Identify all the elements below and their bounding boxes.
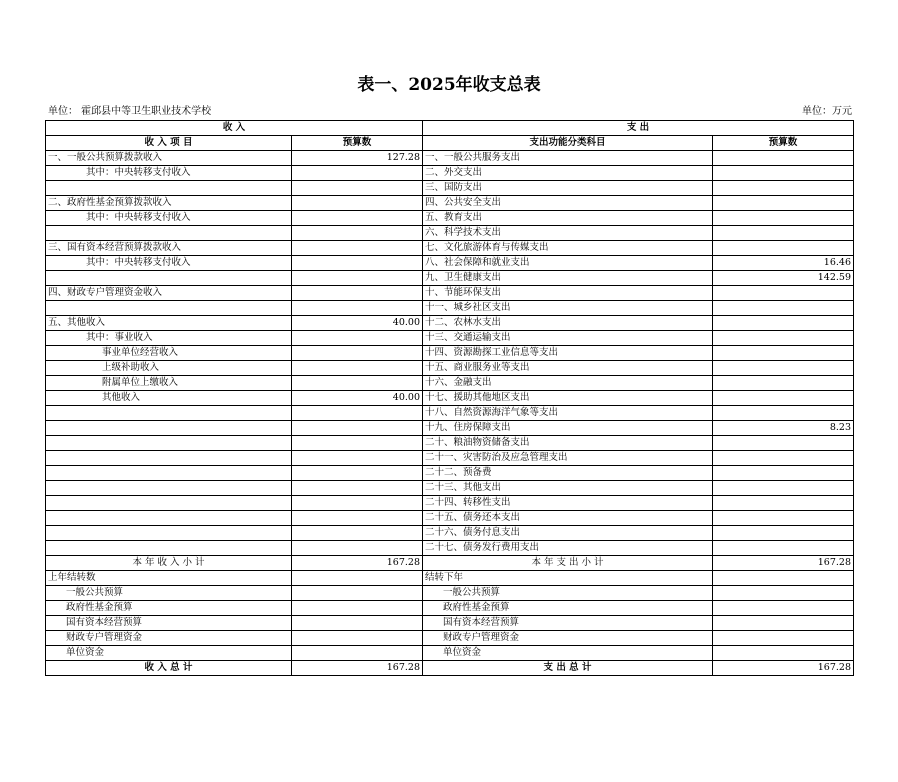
income-item-cell [46, 541, 292, 556]
expense-budget-cell [713, 361, 854, 376]
table-row [46, 421, 854, 436]
table-row [46, 511, 854, 526]
income-item-cell: 三、国有资本经营预算拨款收入 [46, 241, 292, 256]
table-row [46, 316, 854, 331]
income-item-header: 收 入 项 目 [46, 136, 292, 151]
expense-carry-cell: 结转下年 [423, 571, 713, 586]
income-budget-cell [292, 376, 423, 391]
expense-item-cell: 二十二、预备费 [423, 466, 713, 481]
income-item-cell: 其中：事业收入 [46, 331, 292, 346]
expense-item-cell: 七、文化旅游体育与传媒支出 [423, 241, 713, 256]
header-row-sections [46, 121, 854, 136]
income-budget-cell [292, 331, 423, 346]
expense-budget-cell [713, 196, 854, 211]
unit-currency: 单位：万元 [802, 106, 852, 117]
table-row [46, 331, 854, 346]
income-carry-value [292, 616, 423, 631]
income-carry-cell: 上年结转数 [46, 571, 292, 586]
expense-item-cell: 十一、城乡社区支出 [423, 301, 713, 316]
expense-budget-cell [713, 301, 854, 316]
table-row [46, 256, 854, 271]
expense-item-cell: 二十三、其他支出 [423, 481, 713, 496]
expense-item-cell: 五、教育支出 [423, 211, 713, 226]
expense-item-cell: 二十、粮油物资储备支出 [423, 436, 713, 451]
expense-item-cell: 十、节能环保支出 [423, 286, 713, 301]
expense-item-cell: 十四、资源勘探工业信息等支出 [423, 346, 713, 361]
expense-carry-value [713, 631, 854, 646]
table-row [46, 226, 854, 241]
income-budget-cell [292, 241, 423, 256]
income-item-cell [46, 496, 292, 511]
income-item-cell: 事业单位经营收入 [46, 346, 292, 361]
income-item-cell: 二、政府性基金预算拨款收入 [46, 196, 292, 211]
income-budget-cell [292, 286, 423, 301]
expense-item-cell: 二十四、转移性支出 [423, 496, 713, 511]
table-row [46, 361, 854, 376]
expense-item-cell: 二、外交支出 [423, 166, 713, 181]
expense-budget-cell [713, 316, 854, 331]
income-item-cell: 附属单位上缴收入 [46, 376, 292, 391]
income-budget-cell [292, 256, 423, 271]
income-budget-cell [292, 436, 423, 451]
expense-budget-cell [713, 241, 854, 256]
income-budget-cell [292, 526, 423, 541]
expense-budget-cell: 142.59 [713, 271, 854, 286]
income-budget-cell [292, 181, 423, 196]
expense-item-cell: 八、社会保障和就业支出 [423, 256, 713, 271]
income-carry-value [292, 601, 423, 616]
income-carry-value [292, 631, 423, 646]
total-row [46, 661, 854, 676]
expense-budget-cell [713, 376, 854, 391]
table-row [46, 181, 854, 196]
expense-item-cell: 二十六、债务付息支出 [423, 526, 713, 541]
table-row [46, 376, 854, 391]
income-budget-cell [292, 541, 423, 556]
income-subtotal-value: 167.28 [292, 556, 423, 571]
expense-budget-cell [713, 481, 854, 496]
table-row [46, 241, 854, 256]
income-budget-cell [292, 511, 423, 526]
expense-budget-cell: 8.23 [713, 421, 854, 436]
table-row [46, 451, 854, 466]
table-row [46, 271, 854, 286]
table-row [46, 526, 854, 541]
carry-row [46, 616, 854, 631]
expense-budget-cell [713, 451, 854, 466]
page-title: 表一、2025年收支总表 [357, 75, 541, 95]
expense-item-cell: 十五、商业服务业等支出 [423, 361, 713, 376]
income-budget-cell [292, 481, 423, 496]
income-budget-cell: 40.00 [292, 391, 423, 406]
carry-row [46, 631, 854, 646]
expense-subtotal-value: 167.28 [713, 556, 854, 571]
income-item-cell [46, 421, 292, 436]
expense-carry-value [713, 586, 854, 601]
expense-carry-cell: 单位资金 [423, 646, 713, 661]
income-item-cell [46, 226, 292, 241]
income-item-cell [46, 481, 292, 496]
expense-item-cell: 十三、交通运输支出 [423, 331, 713, 346]
expense-budget-cell [713, 211, 854, 226]
income-carry-cell: 财政专户管理资金 [46, 631, 292, 646]
income-item-cell: 其中：中央转移支付收入 [46, 166, 292, 181]
income-budget-cell [292, 421, 423, 436]
expense-budget-cell [713, 391, 854, 406]
income-budget-cell [292, 361, 423, 376]
income-carry-value [292, 571, 423, 586]
carry-row [46, 646, 854, 661]
income-budget-cell [292, 496, 423, 511]
income-item-cell: 其中：中央转移支付收入 [46, 256, 292, 271]
expense-budget-cell [713, 511, 854, 526]
income-subtotal-label: 本 年 收 入 小 计 [46, 556, 292, 571]
income-section-header: 收 入 [46, 121, 423, 136]
table-row [46, 211, 854, 226]
income-total-label: 收 入 总 计 [46, 661, 292, 676]
income-budget-cell [292, 226, 423, 241]
income-item-cell [46, 301, 292, 316]
expense-total-value: 167.28 [713, 661, 854, 676]
expense-item-cell: 十六、金融支出 [423, 376, 713, 391]
carry-row [46, 571, 854, 586]
expense-carry-cell: 政府性基金预算 [423, 601, 713, 616]
expense-budget-cell [713, 181, 854, 196]
expense-budget-cell [713, 436, 854, 451]
income-carry-value [292, 646, 423, 661]
expense-carry-cell: 国有资本经营预算 [423, 616, 713, 631]
table-row [46, 406, 854, 421]
income-item-cell: 其中：中央转移支付收入 [46, 211, 292, 226]
expense-item-cell: 十七、援助其他地区支出 [423, 391, 713, 406]
expense-budget-cell: 16.46 [713, 256, 854, 271]
income-budget-cell [292, 271, 423, 286]
expense-budget-cell [713, 466, 854, 481]
table-row [46, 391, 854, 406]
table-row [46, 346, 854, 361]
header-row-columns [46, 136, 854, 151]
expense-budget-cell [713, 346, 854, 361]
income-budget-header: 预算数 [292, 136, 423, 151]
income-budget-cell: 127.28 [292, 151, 423, 166]
expense-budget-header: 预算数 [713, 136, 854, 151]
table-row [46, 496, 854, 511]
income-budget-cell [292, 451, 423, 466]
expense-total-label: 支 出 总 计 [423, 661, 713, 676]
income-total-value: 167.28 [292, 661, 423, 676]
income-item-cell [46, 511, 292, 526]
expense-carry-value [713, 646, 854, 661]
income-item-cell: 五、其他收入 [46, 316, 292, 331]
expense-budget-cell [713, 151, 854, 166]
expense-item-cell: 十九、住房保障支出 [423, 421, 713, 436]
expense-item-header: 支出功能分类科目 [423, 136, 713, 151]
expense-budget-cell [713, 406, 854, 421]
income-item-cell: 一、一般公共预算拨款收入 [46, 151, 292, 166]
expense-item-cell: 六、科学技术支出 [423, 226, 713, 241]
income-carry-cell: 政府性基金预算 [46, 601, 292, 616]
income-item-cell [46, 466, 292, 481]
expense-carry-cell: 财政专户管理资金 [423, 631, 713, 646]
income-carry-cell: 国有资本经营预算 [46, 616, 292, 631]
subtotal-row [46, 556, 854, 571]
expense-budget-cell [713, 541, 854, 556]
expense-item-cell: 九、卫生健康支出 [423, 271, 713, 286]
expense-budget-cell [713, 526, 854, 541]
expense-item-cell: 三、国防支出 [423, 181, 713, 196]
expense-item-cell: 一、一般公共服务支出 [423, 151, 713, 166]
income-item-cell: 上级补助收入 [46, 361, 292, 376]
expense-carry-cell: 一般公共预算 [423, 586, 713, 601]
income-budget-cell [292, 211, 423, 226]
expense-item-cell: 十二、农林水支出 [423, 316, 713, 331]
table-row [46, 151, 854, 166]
expense-subtotal-label: 本 年 支 出 小 计 [423, 556, 713, 571]
expense-budget-cell [713, 286, 854, 301]
income-item-cell [46, 406, 292, 421]
table-row [46, 196, 854, 211]
income-item-cell [46, 181, 292, 196]
income-carry-value [292, 586, 423, 601]
income-budget-cell [292, 301, 423, 316]
table-row [46, 466, 854, 481]
income-item-cell [46, 436, 292, 451]
expense-budget-cell [713, 226, 854, 241]
income-carry-cell: 单位资金 [46, 646, 292, 661]
table-row [46, 481, 854, 496]
income-budget-cell [292, 406, 423, 421]
table-row [46, 436, 854, 451]
table-row [46, 301, 854, 316]
unit-organization: 单位： 霍邱县中等卫生职业技术学校 [48, 106, 212, 117]
income-item-cell [46, 271, 292, 286]
expense-item-cell: 二十七、债务发行费用支出 [423, 541, 713, 556]
expense-budget-cell [713, 331, 854, 346]
income-budget-cell [292, 466, 423, 481]
income-carry-cell: 一般公共预算 [46, 586, 292, 601]
income-item-cell [46, 451, 292, 466]
budget-table [45, 120, 854, 676]
income-item-cell: 其他收入 [46, 391, 292, 406]
expense-item-cell: 四、公共安全支出 [423, 196, 713, 211]
expense-carry-value [713, 601, 854, 616]
table-row [46, 541, 854, 556]
table-row [46, 166, 854, 181]
income-item-cell [46, 526, 292, 541]
income-item-cell: 四、财政专户管理资金收入 [46, 286, 292, 301]
expense-carry-value [713, 616, 854, 631]
carry-row [46, 586, 854, 601]
table-row [46, 286, 854, 301]
income-budget-cell [292, 196, 423, 211]
expense-budget-cell [713, 496, 854, 511]
income-budget-cell [292, 346, 423, 361]
expense-item-cell: 二十五、债务还本支出 [423, 511, 713, 526]
carry-row [46, 601, 854, 616]
expense-item-cell: 十八、自然资源海洋气象等支出 [423, 406, 713, 421]
expense-item-cell: 二十一、灾害防治及应急管理支出 [423, 451, 713, 466]
expense-carry-value [713, 571, 854, 586]
expense-budget-cell [713, 166, 854, 181]
income-budget-cell: 40.00 [292, 316, 423, 331]
expense-section-header: 支 出 [423, 121, 854, 136]
income-budget-cell [292, 166, 423, 181]
